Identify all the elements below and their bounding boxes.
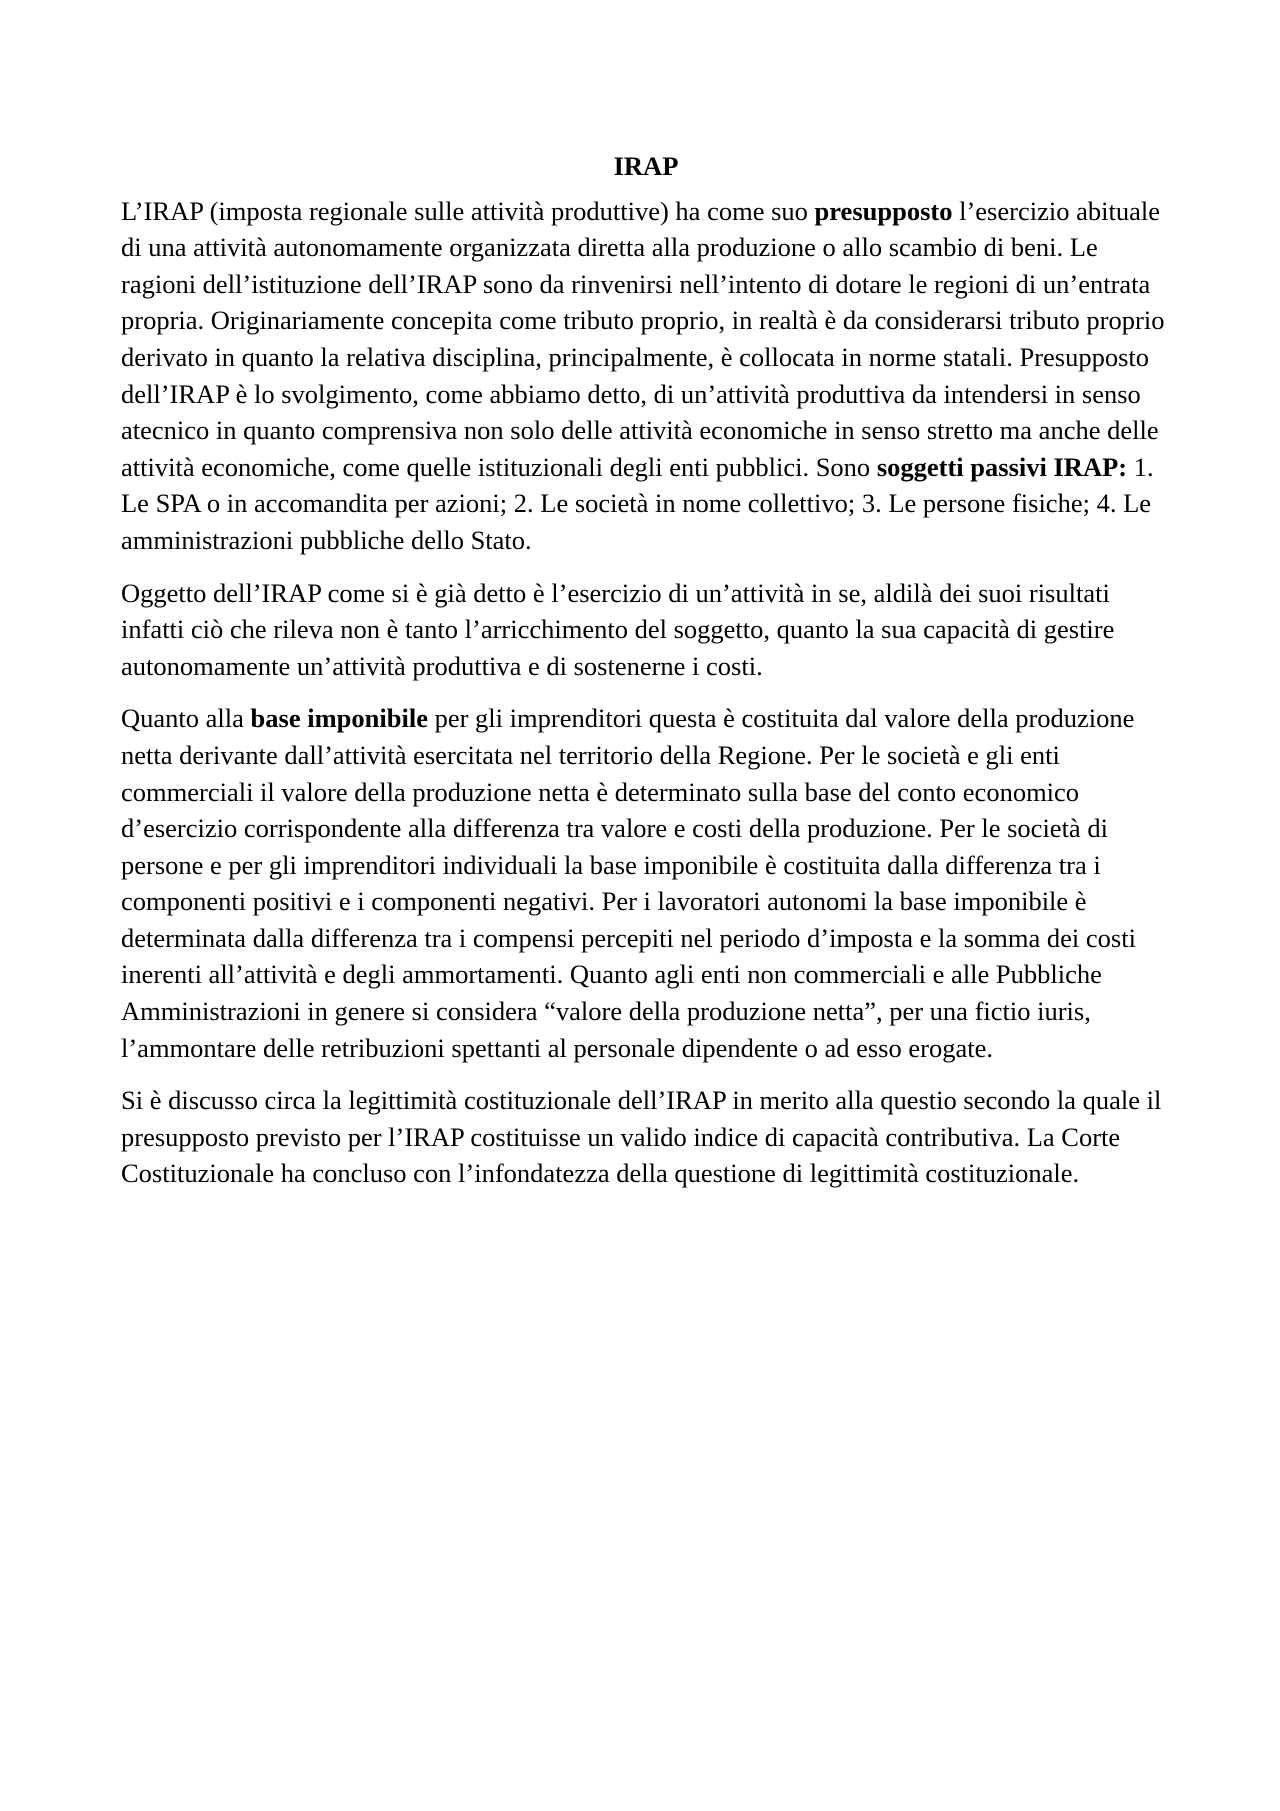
- document-title: IRAP: [613, 151, 679, 181]
- paragraph-text: Oggetto dell’IRAP come si è già detto è l’esercizio di un’attività in se, aldilà dei suoi risultati infatti ciò che rileva non è tanto l’arricchimento del soggetto, quanto la sua capacità di gestire autonomamente un’attività produttiva e di sostenerne i costi.: [121, 577, 1115, 681]
- paragraph-text: Quanto alla: [121, 703, 251, 734]
- paragraph-text: per gli imprenditori questa è costituita dal valore della produzione netta derivante dall’attività esercitata nel territorio della Regione. Per le società e gli enti commerciali il valore della produzione netta è determinato sulla base del conto economico d’esercizio corrispondente alla differenza tra valore e costi della produzione. Per le società di persone e per gli imprenditori individuali la base imponibile è costituita dalla differenza tra i componenti positivi e i componenti negativi. Per i lavoratori autonomi la base imponibile è determinata dalla differenza tra i compensi percepiti nel periodo d’imposta e la somma dei costi inerenti all’attività e degli ammortamenti. Quanto agli enti non commerciali e alle Pubbliche Amministrazioni in genere si considera “valore della produzione netta”, per una fictio iuris, l’ammontare delle retribuzioni spettanti al personale dipendente o ad esso erogate.: [121, 703, 1136, 1063]
- paragraph-text: 1. Le SPA o in accomandita per azioni; 2. Le società in nome collettivo; 3. Le persone fisiche; 4. Le amministrazioni pubbliche dello Stato.: [121, 451, 1154, 555]
- paragraph-text: L’IRAP (imposta regionale sulle attività produttive) ha come suo: [121, 195, 815, 226]
- bold-term-presupposto: presupposto: [814, 195, 953, 226]
- paragraph-text: l’esercizio abituale di una attività autonomamente organizzata diretta alla produzione o allo scambio di beni. Le ragioni dell’istituzione dell’IRAP sono da rinvenirsi nell’intento di dotare le regioni di un’entrata propria. Originariamente concepita come tributo proprio, in realtà è da considerarsi tributo proprio derivato in quanto la relativa disciplina, principalmente, è collocata in norme statali. Presupposto dell’IRAP è lo svolgimento, come abbiamo detto, di un’attività produttiva da intendersi in senso atecnico in quanto comprensiva non solo delle attività economiche in senso stretto ma anche delle attività economiche, come quelle istituzionali degli enti pubblici. Sono: [121, 195, 1165, 482]
- bold-term-soggetti-passivi: soggetti passivi IRAP:: [876, 451, 1128, 482]
- paragraph-base-imponibile: [121, 700, 1171, 1066]
- paragraph-presupposto: [121, 193, 1171, 559]
- paragraph-text: Si è discusso circa la legittimità costituzionale dell’IRAP in merito alla questio secondo la quale il presupposto previsto per l’IRAP costituisse un valido indice di capacità contributiva. La Corte Costituzionale ha concluso con l’infondatezza della questione di legittimità costituzionale.: [121, 1085, 1162, 1189]
- paragraph-legittimita: [121, 1082, 1171, 1192]
- document-body: [121, 148, 1171, 1208]
- bold-term-base-imponibile: base imponibile: [250, 703, 428, 734]
- paragraph-oggetto: [121, 575, 1171, 685]
